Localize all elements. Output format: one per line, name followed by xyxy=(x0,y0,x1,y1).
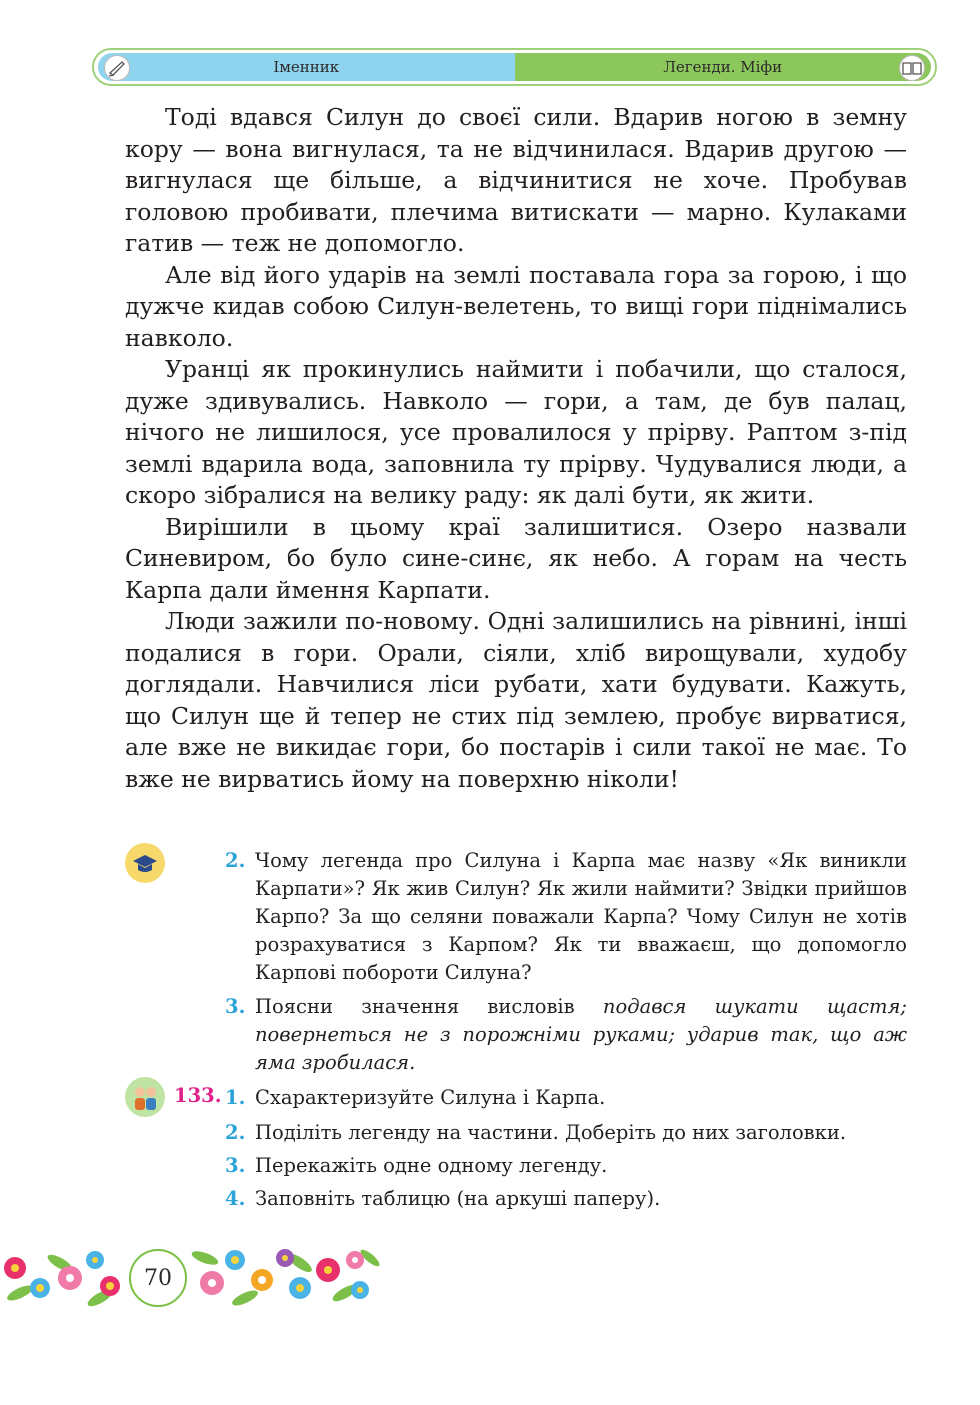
paragraph: Уранці як прокинулись наймити і побачили, що сталося, дуже здивувались. Навколо — гори, а там, де був палац, нічого не лишилося, усе провалилося у прірву. Раптом з-під землі вдарила вода, заповнила ту прірву. Чудувалися люди, а скоро зібралися на велику раду: як далі бути, як жити. xyxy=(125,355,907,509)
exercise-item-text: Поділіть легенду на частини. Доберіть до них заголовки. xyxy=(255,1121,847,1144)
paragraph: Тоді вдався Силун до своєї сили. Вдарив ногою в земну кору — вона вигнулася, та не відчинилася. Вдарив другою — вигнулася ще більше, а відчинитися не хоче. Пробував головою пробивати, плечима витискати — марно. Кулаками гатив — теж не допомогло. xyxy=(125,103,907,257)
question-item xyxy=(225,993,907,1077)
header-section-right xyxy=(515,53,932,81)
pen-icon xyxy=(104,55,130,81)
question-item xyxy=(225,847,907,987)
exercise-item xyxy=(225,1185,907,1213)
question-text: Чому легенда про Силуна і Карпа має назву «Як виникли Карпати»? Як жив Силун? Як жили наймити? Звідки прийшов Карпо? За що селяни поважали Карпа? Чому Силун не хотів розрахуватися з Карпом? Як ти вважаєш, що допомогло Карпові побороти Силуна? xyxy=(255,849,907,984)
header-right-title: Легенди. Міфи xyxy=(663,58,783,76)
header-left-title: Іменник xyxy=(273,58,340,76)
header-section-left xyxy=(98,53,515,81)
paragraph: Але від його ударів на землі поставала гора за горою, і що дужче кидав собою Силун-велетень, то вищі гори піднімались навколо. xyxy=(125,260,907,352)
flower-garland-icon xyxy=(0,1238,385,1318)
paragraph: Люди зажили по-новому. Одні залишились на рівнині, інші подалися в гори. Орали, сіяли, хліб вирощували, худобу доглядали. Навчилися ліси рубати, хати будувати. Кажуть, що Силун ще й тепер не стих під землею, пробує вирватися, але вже не викидає гори, бо постарів і сили такої не має. То вже не вирватись йому на поверхню ніколи! xyxy=(125,607,907,793)
exercise-item-text: Перекажіть одне одному легенду. xyxy=(255,1154,608,1177)
exercise-number: 133. xyxy=(174,1084,222,1107)
header-bar xyxy=(92,48,937,86)
exercise-item-number: 3. xyxy=(225,1154,246,1177)
question-text-plain: Поясни значення висловів xyxy=(255,995,603,1018)
question-number: 3. xyxy=(225,995,246,1018)
exercise-item-number: 1. xyxy=(225,1086,246,1109)
exercise-item-text: Заповніть таблицю (на аркуші паперу). xyxy=(255,1187,661,1210)
question-text-italic: подався шукати щастя; повернеться не з порожніми руками; ударив так, що аж яма зробилася. xyxy=(255,995,907,1074)
exercise-item-number: 4. xyxy=(225,1187,246,1210)
question-text xyxy=(255,993,907,1077)
paragraph: Вирішили в цьому краї залишитися. Озеро назвали Синевиром, бо було сине-синє, як небо. А горам на честь Карпа дали ймення Карпати. xyxy=(125,512,907,604)
exercise-item-number: 2. xyxy=(225,1121,246,1144)
question-number: 2. xyxy=(225,849,246,872)
children-icon xyxy=(125,1077,165,1117)
exercise-item xyxy=(225,1084,907,1112)
book-icon xyxy=(899,55,925,81)
page-number: 70 xyxy=(129,1249,187,1307)
exercise-item-text: Схарактеризуйте Силуна і Карпа. xyxy=(255,1086,606,1109)
story-text xyxy=(125,102,907,795)
graduation-cap-icon xyxy=(125,843,165,883)
exercise-item xyxy=(225,1152,907,1180)
exercise-item xyxy=(225,1119,907,1147)
